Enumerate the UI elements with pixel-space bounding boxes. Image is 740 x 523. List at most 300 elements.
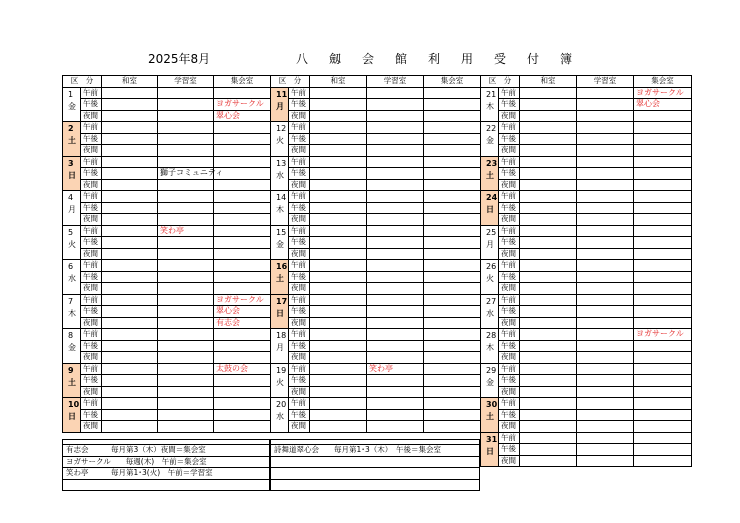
booking-cell[interactable]: [520, 110, 577, 122]
booking-cell[interactable]: [424, 317, 481, 329]
booking-cell[interactable]: [158, 352, 214, 364]
booking-cell[interactable]: [158, 145, 214, 157]
booking-cell[interactable]: [634, 294, 692, 306]
booking-cell[interactable]: [424, 225, 481, 237]
booking-cell[interactable]: [102, 225, 158, 237]
booking-cell[interactable]: [214, 122, 271, 134]
booking-cell[interactable]: [520, 398, 577, 410]
booking-cell[interactable]: [214, 398, 271, 410]
booking-cell[interactable]: [310, 145, 367, 157]
booking-cell[interactable]: [158, 306, 214, 318]
booking-cell[interactable]: [634, 191, 692, 203]
booking-cell[interactable]: 笑わ亭: [367, 363, 424, 375]
booking-cell[interactable]: [577, 363, 634, 375]
booking-cell[interactable]: [158, 398, 214, 410]
booking-cell[interactable]: [520, 455, 577, 467]
booking-cell[interactable]: [577, 329, 634, 341]
booking-cell[interactable]: [520, 248, 577, 260]
day-number: 31: [486, 434, 498, 444]
booking-cell[interactable]: [367, 375, 424, 387]
booking-cell[interactable]: [310, 225, 367, 237]
booking-cell[interactable]: [520, 386, 577, 398]
booking-cell[interactable]: [424, 133, 481, 145]
booking-cell[interactable]: [310, 168, 367, 180]
booking-cell[interactable]: [634, 110, 692, 122]
booking-cell[interactable]: [367, 156, 424, 168]
booking-cell[interactable]: [634, 214, 692, 226]
booking-cell[interactable]: [634, 398, 692, 410]
booking-cell[interactable]: [214, 145, 271, 157]
table-row: [271, 271, 481, 283]
weekday: 月: [68, 205, 76, 214]
booking-cell[interactable]: [367, 191, 424, 203]
booking-cell[interactable]: [634, 444, 692, 456]
booking-cell[interactable]: [310, 421, 367, 433]
booking-cell[interactable]: [520, 409, 577, 421]
booking-cell[interactable]: [310, 260, 367, 272]
booking-cell[interactable]: [634, 283, 692, 295]
booking-cell[interactable]: [520, 352, 577, 364]
col-header-gakushu: 学習室: [577, 76, 634, 88]
booking-cell[interactable]: [424, 386, 481, 398]
booking-cell[interactable]: [634, 237, 692, 249]
booking-cell[interactable]: [577, 352, 634, 364]
booking-cell[interactable]: [102, 306, 158, 318]
booking-cell[interactable]: [310, 363, 367, 375]
booking-cell[interactable]: [520, 363, 577, 375]
booking-cell[interactable]: [310, 306, 367, 318]
booking-cell[interactable]: [158, 248, 214, 260]
booking-cell[interactable]: [424, 329, 481, 341]
booking-cell[interactable]: [520, 156, 577, 168]
booking-cell[interactable]: [158, 122, 214, 134]
booking-cell[interactable]: [520, 122, 577, 134]
slot-label: 午後: [289, 202, 310, 214]
booking-cell[interactable]: [577, 179, 634, 191]
booking-cell[interactable]: ヨガサークル: [634, 329, 692, 341]
booking-cell[interactable]: [102, 409, 158, 421]
booking-cell[interactable]: [214, 202, 271, 214]
booking-cell[interactable]: [634, 156, 692, 168]
booking-cell[interactable]: [158, 329, 214, 341]
booking-cell[interactable]: [424, 156, 481, 168]
booking-cell[interactable]: ヨガサークル: [214, 294, 271, 306]
day-number: 25: [486, 227, 497, 237]
booking-cell[interactable]: [367, 283, 424, 295]
booking-cell[interactable]: [158, 294, 214, 306]
booking-cell[interactable]: [424, 409, 481, 421]
booking-cell[interactable]: [367, 306, 424, 318]
booking-cell[interactable]: [158, 99, 214, 111]
day-cell: [481, 156, 499, 191]
slot-label: 夜間: [499, 248, 520, 260]
booking-cell[interactable]: [158, 191, 214, 203]
booking-cell[interactable]: [634, 421, 692, 433]
booking-cell[interactable]: [310, 375, 367, 387]
booking-cell[interactable]: [214, 329, 271, 341]
booking-cell[interactable]: [158, 386, 214, 398]
booking-cell[interactable]: [634, 306, 692, 318]
booking-cell[interactable]: [310, 133, 367, 145]
booking-cell[interactable]: [214, 225, 271, 237]
booking-cell[interactable]: 翠心会: [214, 110, 271, 122]
booking-cell[interactable]: [102, 156, 158, 168]
booking-cell[interactable]: [214, 133, 271, 145]
booking-cell[interactable]: [367, 386, 424, 398]
booking-cell[interactable]: [577, 306, 634, 318]
booking-cell[interactable]: [634, 248, 692, 260]
booking-cell[interactable]: [158, 421, 214, 433]
booking-cell[interactable]: [158, 283, 214, 295]
booking-cell[interactable]: [577, 398, 634, 410]
booking-cell[interactable]: [367, 237, 424, 249]
booking-cell[interactable]: [102, 191, 158, 203]
booking-cell[interactable]: [577, 317, 634, 329]
booking-cell[interactable]: [367, 294, 424, 306]
booking-cell[interactable]: 翠心会: [634, 99, 692, 111]
booking-cell[interactable]: [158, 375, 214, 387]
booking-cell[interactable]: 太鼓の会: [214, 363, 271, 375]
booking-cell[interactable]: [634, 145, 692, 157]
booking-cell[interactable]: [520, 294, 577, 306]
booking-cell[interactable]: [424, 352, 481, 364]
booking-cell[interactable]: [102, 202, 158, 214]
booking-cell[interactable]: [424, 398, 481, 410]
booking-cell[interactable]: [520, 225, 577, 237]
booking-cell[interactable]: [520, 271, 577, 283]
booking-cell[interactable]: [102, 179, 158, 191]
booking-cell[interactable]: [577, 271, 634, 283]
booking-cell[interactable]: [102, 421, 158, 433]
booking-cell[interactable]: [158, 156, 214, 168]
booking-cell[interactable]: [577, 283, 634, 295]
booking-cell[interactable]: ヨガサークル: [214, 99, 271, 111]
booking-cell[interactable]: [367, 340, 424, 352]
booking-cell[interactable]: [577, 248, 634, 260]
booking-cell[interactable]: 獅子コミュニティ: [158, 168, 214, 180]
booking-cell[interactable]: [310, 191, 367, 203]
booking-cell[interactable]: [634, 202, 692, 214]
booking-cell[interactable]: [310, 294, 367, 306]
booking-cell[interactable]: [102, 237, 158, 249]
booking-cell[interactable]: [520, 260, 577, 272]
day-cell: [271, 329, 289, 364]
booking-cell[interactable]: [634, 225, 692, 237]
booking-cell[interactable]: [102, 363, 158, 375]
booking-cell[interactable]: [634, 363, 692, 375]
booking-cell[interactable]: [520, 87, 577, 99]
booking-cell[interactable]: [577, 375, 634, 387]
booking-cell[interactable]: [424, 271, 481, 283]
booking-cell[interactable]: [310, 248, 367, 260]
booking-cell[interactable]: [520, 283, 577, 295]
booking-cell[interactable]: [634, 432, 692, 444]
booking-cell[interactable]: [520, 133, 577, 145]
booking-cell[interactable]: [214, 352, 271, 364]
slot-label: 午前: [289, 87, 310, 99]
booking-cell[interactable]: [214, 237, 271, 249]
booking-cell[interactable]: [102, 87, 158, 99]
booking-cell[interactable]: [634, 260, 692, 272]
booking-cell[interactable]: [367, 225, 424, 237]
booking-cell[interactable]: [520, 444, 577, 456]
booking-cell[interactable]: [520, 168, 577, 180]
booking-cell[interactable]: [424, 294, 481, 306]
booking-cell[interactable]: [520, 191, 577, 203]
booking-cell[interactable]: [367, 260, 424, 272]
booking-cell[interactable]: [214, 248, 271, 260]
booking-cell[interactable]: [310, 340, 367, 352]
booking-cell[interactable]: [158, 317, 214, 329]
booking-cell[interactable]: [367, 133, 424, 145]
booking-cell[interactable]: [214, 421, 271, 433]
booking-cell[interactable]: [577, 421, 634, 433]
booking-cell[interactable]: [634, 386, 692, 398]
booking-cell[interactable]: [520, 306, 577, 318]
booking-cell[interactable]: [424, 375, 481, 387]
booking-cell[interactable]: [158, 133, 214, 145]
booking-cell[interactable]: [102, 294, 158, 306]
booking-cell[interactable]: [520, 145, 577, 157]
slot-label: 夜間: [289, 214, 310, 226]
booking-cell[interactable]: [102, 133, 158, 145]
booking-cell[interactable]: [424, 110, 481, 122]
booking-cell[interactable]: [520, 432, 577, 444]
booking-cell[interactable]: [367, 248, 424, 260]
booking-cell[interactable]: 笑わ亭: [158, 225, 214, 237]
booking-cell[interactable]: [367, 87, 424, 99]
booking-cell[interactable]: [520, 179, 577, 191]
booking-cell[interactable]: [214, 340, 271, 352]
booking-cell[interactable]: [577, 409, 634, 421]
booking-cell[interactable]: [158, 363, 214, 375]
booking-cell[interactable]: [310, 352, 367, 364]
booking-cell[interactable]: [634, 340, 692, 352]
booking-cell[interactable]: [310, 87, 367, 99]
booking-cell[interactable]: [424, 363, 481, 375]
booking-cell[interactable]: [158, 110, 214, 122]
booking-cell[interactable]: [577, 214, 634, 226]
booking-cell[interactable]: [520, 237, 577, 249]
booking-cell[interactable]: 翠心会: [214, 306, 271, 318]
booking-cell[interactable]: [577, 225, 634, 237]
booking-cell[interactable]: [424, 145, 481, 157]
booking-cell[interactable]: [102, 168, 158, 180]
booking-cell[interactable]: [424, 237, 481, 249]
booking-cell[interactable]: [158, 409, 214, 421]
booking-cell[interactable]: [214, 283, 271, 295]
header-row: [63, 76, 271, 88]
table-row: [481, 133, 692, 145]
booking-cell[interactable]: [102, 214, 158, 226]
booking-cell[interactable]: [577, 340, 634, 352]
booking-cell[interactable]: [424, 421, 481, 433]
booking-cell[interactable]: [520, 317, 577, 329]
booking-cell[interactable]: [158, 271, 214, 283]
booking-cell[interactable]: [214, 375, 271, 387]
booking-cell[interactable]: [214, 87, 271, 99]
booking-cell[interactable]: [367, 329, 424, 341]
booking-cell[interactable]: [634, 179, 692, 191]
booking-cell[interactable]: [577, 455, 634, 467]
booking-cell[interactable]: [310, 202, 367, 214]
booking-cell[interactable]: [424, 87, 481, 99]
booking-cell[interactable]: [102, 248, 158, 260]
slot-label: 午後: [81, 168, 102, 180]
booking-cell[interactable]: [310, 271, 367, 283]
booking-cell[interactable]: [158, 340, 214, 352]
table-row: [271, 398, 481, 410]
booking-cell[interactable]: ヨガサークル: [634, 87, 692, 99]
booking-cell[interactable]: [424, 340, 481, 352]
booking-cell[interactable]: [367, 110, 424, 122]
booking-cell[interactable]: [367, 145, 424, 157]
booking-cell[interactable]: [102, 260, 158, 272]
booking-cell[interactable]: [102, 352, 158, 364]
booking-cell[interactable]: [520, 214, 577, 226]
booking-cell[interactable]: [634, 271, 692, 283]
booking-cell[interactable]: [367, 179, 424, 191]
booking-cell[interactable]: [310, 283, 367, 295]
booking-cell[interactable]: [424, 191, 481, 203]
booking-cell[interactable]: [367, 421, 424, 433]
booking-cell[interactable]: [367, 214, 424, 226]
booking-cell[interactable]: [214, 191, 271, 203]
booking-cell[interactable]: [310, 398, 367, 410]
booking-cell[interactable]: [102, 145, 158, 157]
booking-cell[interactable]: [424, 214, 481, 226]
booking-cell[interactable]: [102, 110, 158, 122]
booking-cell[interactable]: [424, 306, 481, 318]
booking-cell[interactable]: [367, 202, 424, 214]
booking-cell[interactable]: [367, 409, 424, 421]
booking-cell[interactable]: [310, 122, 367, 134]
booking-cell[interactable]: [310, 156, 367, 168]
booking-cell[interactable]: [367, 352, 424, 364]
booking-cell[interactable]: [577, 110, 634, 122]
booking-cell[interactable]: [577, 122, 634, 134]
booking-cell[interactable]: [367, 168, 424, 180]
booking-cell[interactable]: [634, 317, 692, 329]
booking-cell[interactable]: [158, 237, 214, 249]
booking-cell[interactable]: [310, 317, 367, 329]
booking-cell[interactable]: [634, 455, 692, 467]
booking-cell[interactable]: [102, 386, 158, 398]
slot-label: 午前: [289, 294, 310, 306]
booking-cell[interactable]: [634, 409, 692, 421]
booking-cell[interactable]: [310, 179, 367, 191]
booking-cell[interactable]: [102, 99, 158, 111]
booking-cell[interactable]: [577, 145, 634, 157]
booking-cell[interactable]: [520, 202, 577, 214]
booking-cell[interactable]: [634, 375, 692, 387]
booking-cell[interactable]: [310, 386, 367, 398]
booking-cell[interactable]: [424, 283, 481, 295]
booking-cell[interactable]: [367, 122, 424, 134]
booking-cell[interactable]: [634, 352, 692, 364]
booking-cell[interactable]: [102, 398, 158, 410]
table-row: [271, 214, 481, 226]
slot-label: 午前: [289, 260, 310, 272]
booking-cell[interactable]: [577, 168, 634, 180]
booking-cell[interactable]: [214, 386, 271, 398]
booking-cell[interactable]: [310, 237, 367, 249]
day-number: 30: [486, 400, 498, 409]
booking-cell[interactable]: [577, 87, 634, 99]
booking-cell[interactable]: [577, 294, 634, 306]
table-row: [481, 110, 692, 122]
booking-cell[interactable]: 有志会: [214, 317, 271, 329]
table-row: [271, 168, 481, 180]
booking-cell[interactable]: [214, 214, 271, 226]
booking-cell[interactable]: [158, 214, 214, 226]
booking-cell[interactable]: [310, 214, 367, 226]
booking-cell[interactable]: [424, 99, 481, 111]
booking-cell[interactable]: [102, 122, 158, 134]
booking-cell[interactable]: [310, 329, 367, 341]
booking-cell[interactable]: [214, 260, 271, 272]
booking-cell[interactable]: [102, 375, 158, 387]
booking-cell[interactable]: [520, 340, 577, 352]
booking-cell[interactable]: [577, 386, 634, 398]
booking-cell[interactable]: [367, 271, 424, 283]
booking-cell[interactable]: [310, 409, 367, 421]
booking-cell[interactable]: [367, 99, 424, 111]
booking-cell[interactable]: [577, 444, 634, 456]
booking-cell[interactable]: [102, 340, 158, 352]
booking-cell[interactable]: [102, 317, 158, 329]
booking-cell[interactable]: [158, 87, 214, 99]
booking-cell[interactable]: [577, 156, 634, 168]
booking-cell[interactable]: [634, 168, 692, 180]
booking-cell[interactable]: [424, 122, 481, 134]
booking-cell[interactable]: [102, 283, 158, 295]
booking-cell[interactable]: [634, 122, 692, 134]
booking-cell[interactable]: [367, 317, 424, 329]
booking-cell[interactable]: [424, 248, 481, 260]
booking-cell[interactable]: [102, 329, 158, 341]
booking-cell[interactable]: [367, 398, 424, 410]
booking-cell[interactable]: [158, 179, 214, 191]
booking-cell[interactable]: [310, 99, 367, 111]
booking-cell[interactable]: [577, 432, 634, 444]
booking-cell[interactable]: [577, 99, 634, 111]
booking-cell[interactable]: [577, 133, 634, 145]
booking-cell[interactable]: [577, 237, 634, 249]
booking-cell[interactable]: [102, 271, 158, 283]
booking-cell[interactable]: [520, 99, 577, 111]
booking-cell[interactable]: [424, 202, 481, 214]
table-row: [481, 202, 692, 214]
booking-cell[interactable]: [158, 202, 214, 214]
booking-cell[interactable]: [577, 260, 634, 272]
booking-cell[interactable]: [214, 409, 271, 421]
booking-cell[interactable]: [634, 133, 692, 145]
booking-cell[interactable]: [577, 202, 634, 214]
booking-cell[interactable]: [424, 260, 481, 272]
booking-cell[interactable]: [424, 168, 481, 180]
booking-cell[interactable]: [214, 271, 271, 283]
booking-cell[interactable]: [520, 329, 577, 341]
booking-cell[interactable]: [520, 375, 577, 387]
booking-cell[interactable]: [577, 191, 634, 203]
booking-cell[interactable]: [424, 179, 481, 191]
booking-cell[interactable]: [214, 179, 271, 191]
booking-cell[interactable]: [310, 110, 367, 122]
booking-cell[interactable]: [520, 421, 577, 433]
booking-cell[interactable]: [214, 156, 271, 168]
booking-cell[interactable]: [158, 260, 214, 272]
